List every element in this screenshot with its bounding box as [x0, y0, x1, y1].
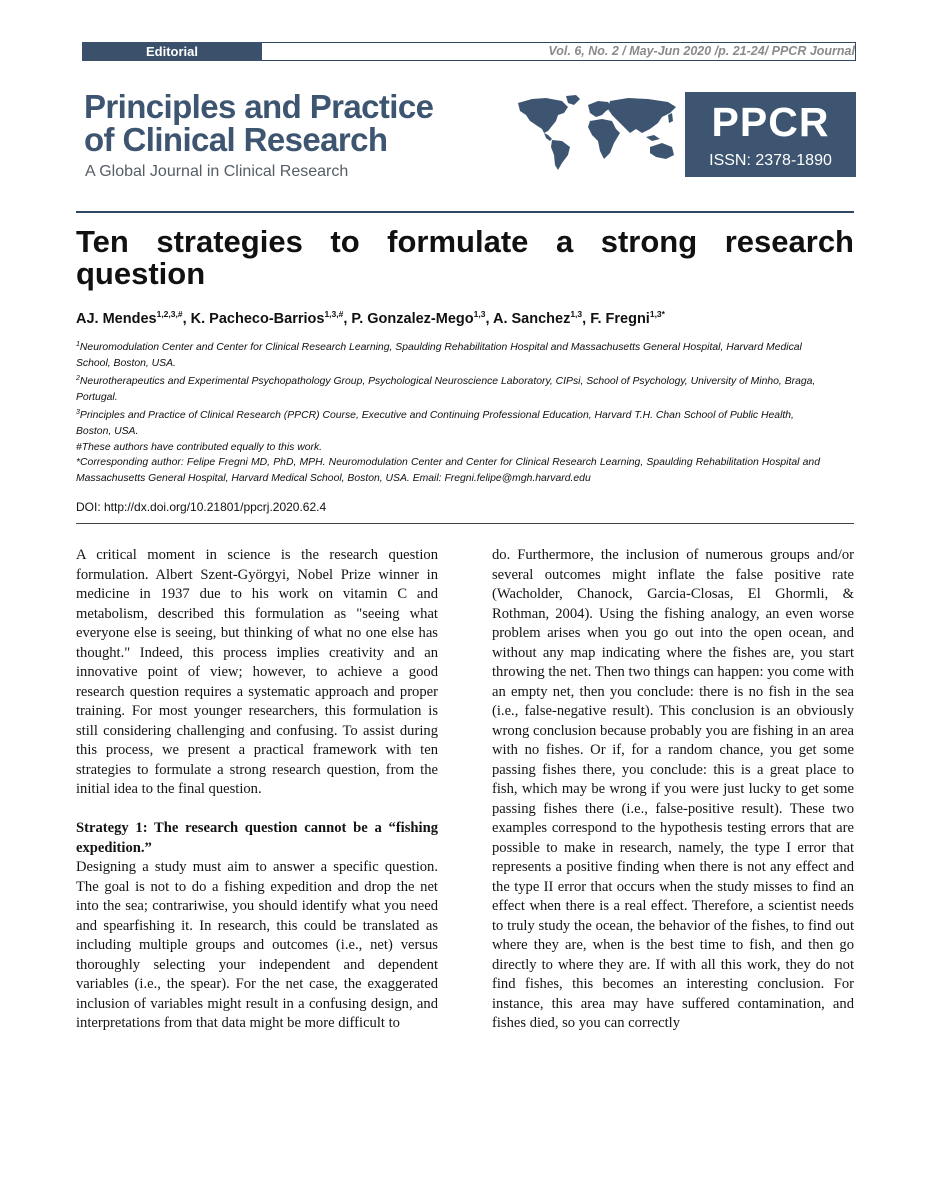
author-name: P. Gonzalez-Mego	[351, 311, 474, 327]
journal-title	[84, 90, 504, 156]
affiliation-text: Neuromodulation Center and Center for Clinical Research Learning, Spaulding Rehabilitation Hospital and Massachusetts General Hospital, Harvard Medical School, Boston, USA.	[76, 342, 802, 369]
doi-link[interactable]: DOI: http://dx.doi.org/10.21801/ppcrj.2020.62.4	[76, 500, 327, 514]
author-affiliation-mark: 1,3*	[649, 309, 665, 319]
affiliations	[76, 337, 820, 486]
affiliation-mark: 3	[76, 409, 80, 417]
journal-title-line2: of Clinical Research	[84, 121, 388, 158]
author-affiliation-mark: 1,3	[473, 309, 486, 319]
author-list: AJ. Mendes$^{1,2,3,\#}$, K. Pacheco-Barrios$^{1,3,\#}$, P. Gonzalez-Mego$^{1,3}$, A. Sanchez$^{1,3}$, F. Fregni$^{1,3*}$	[76, 309, 665, 327]
author-affiliation-mark: 1,3,#	[324, 309, 344, 319]
right-column	[492, 546, 854, 1034]
corresponding-author: *Corresponding author: Felipe Fregni MD, PhD, MPH. Neuromodulation Center and Center for Clinical Research Learning, Spaulding Rehabilitation Hospital and Massachusetts General Hospital, Harvard Medical School, Boston, USA. Email: Fregni.felipe@mgh.harvard.edu	[76, 457, 820, 484]
ppcr-badge	[685, 92, 856, 177]
journal-subtitle: A Global Journal in Clinical Research	[85, 163, 349, 180]
world-map-icon	[512, 93, 682, 173]
intro-paragraph: A critical moment in science is the research question formulation. Albert Szent-Györgyi, Nobel Prize winner in medicine in 1937 due to his work on vitamin C and metabolism, described this formulation as "seeing what everyone else is seeing, but thinking of what no one else has thought." Indeed, this process implies creativity and an innovative point of view; however, to achieve a good research question requires a systematic approach and proper training. For most younger researchers, this formulation is still considering challenging and confusing. To assist during this process, we present a practical framework with ten strategies to formulate a strong research question, from the initial idea to the final question.	[76, 547, 438, 797]
affiliation-text: Principles and Practice of Clinical Research (PPCR) Course, Executive and Continuing Professional Education, Harvard T.H. Chan School of Public Health, Boston, USA.	[76, 410, 794, 437]
journal-title-line1: Principles and Practice	[84, 88, 434, 125]
left-column	[76, 546, 438, 1034]
strategy-1-continued: do. Furthermore, the inclusion of numerous groups and/or several outcomes might inflate the false positive rate (Wacholder, Chanock, Garcia-Closas, El Ghormli, & Rothman, 2004). Using the fishing analogy, an even worse problem arises when you go out into the open ocean, and without any map indicating where the fishes are, you start throwing the net. Then two things can happen: you come with an empty net, then you conclude: there is no fish in the sea (i.e., false-negative result). This conclusion is an obviously wrong conclusion because probably you are fishing in an area with no fishes. Or if, for a random chance, you get some passing fishes there, you conclude: this is a great place to fish, which may be wrong if you were just lucky to get some passing fishes there (i.e., false-positive result). These two examples correspond to the hypothesis testing errors that are possible to make in research, namely, the type I error that represents a positive finding when there is not any effect and the type II error that occurs when the study misses to find an effect when there is a real effect. Therefore, a scientist needs to truly study the ocean, the behavior of the fishes, to find out where they are, when is the best time to fish, and then go directly to where they are. If with all this work, they do not find fishes, this becomes an interesting conclusion. For instance, this area may have suffered contamination, and fishes died, so you can correctly	[492, 547, 854, 1031]
section-label: Editorial	[82, 42, 262, 61]
affiliation-text: Neurotherapeutics and Experimental Psychopathology Group, Psychological Neuroscience Laboratory, CIPsi, School of Psychology, University of Minho, Braga, Portugal.	[76, 376, 816, 403]
author-name: F. Fregni	[590, 311, 650, 327]
strategy-1-paragraph: Designing a study must aim to answer a specific question. The goal is not to do a fishing expedition and drop the net into the sea; contrariwise, you should identify what you need and spearfishing it. In research, this could be translated as including multiple groups and outcomes (i.e., net) versus thoroughly selecting your independent and dependent variables (i.e., the spear). For the net case, the exaggerated inclusion of variables might result in a confusing design, and interpretations from that data might be more difficult to	[76, 859, 438, 1031]
author-name: K. Pacheco-Barrios	[190, 311, 325, 327]
author-name: AJ. Mendes	[76, 311, 157, 327]
volume-info: Vol. 6, No. 2 / May-Jun 2020 /p. 21-24/ PPCR Journal	[548, 44, 855, 58]
affiliation-mark: 1	[76, 341, 80, 348]
article-title: Ten strategies to formulate a strong research question	[76, 224, 854, 291]
author-affiliation-mark: 1,3	[570, 309, 583, 319]
affiliation	[76, 371, 820, 405]
badge-name: PPCR	[711, 99, 830, 145]
author-name: A. Sanchez	[492, 311, 571, 327]
masthead-divider	[76, 211, 854, 213]
strategy-1-heading: Strategy 1: The research question cannot be a “fishing expedition.”	[76, 820, 438, 856]
equal-contribution-note: #These authors have contributed equally to this work.	[76, 441, 323, 453]
header-divider	[76, 523, 854, 524]
affiliation-mark: 2	[76, 375, 80, 383]
affiliation	[76, 405, 820, 439]
affiliation	[76, 337, 820, 371]
issn: ISSN: 2378-1890	[709, 152, 832, 169]
author-affiliation-mark: 1,2,3,#	[156, 309, 183, 319]
